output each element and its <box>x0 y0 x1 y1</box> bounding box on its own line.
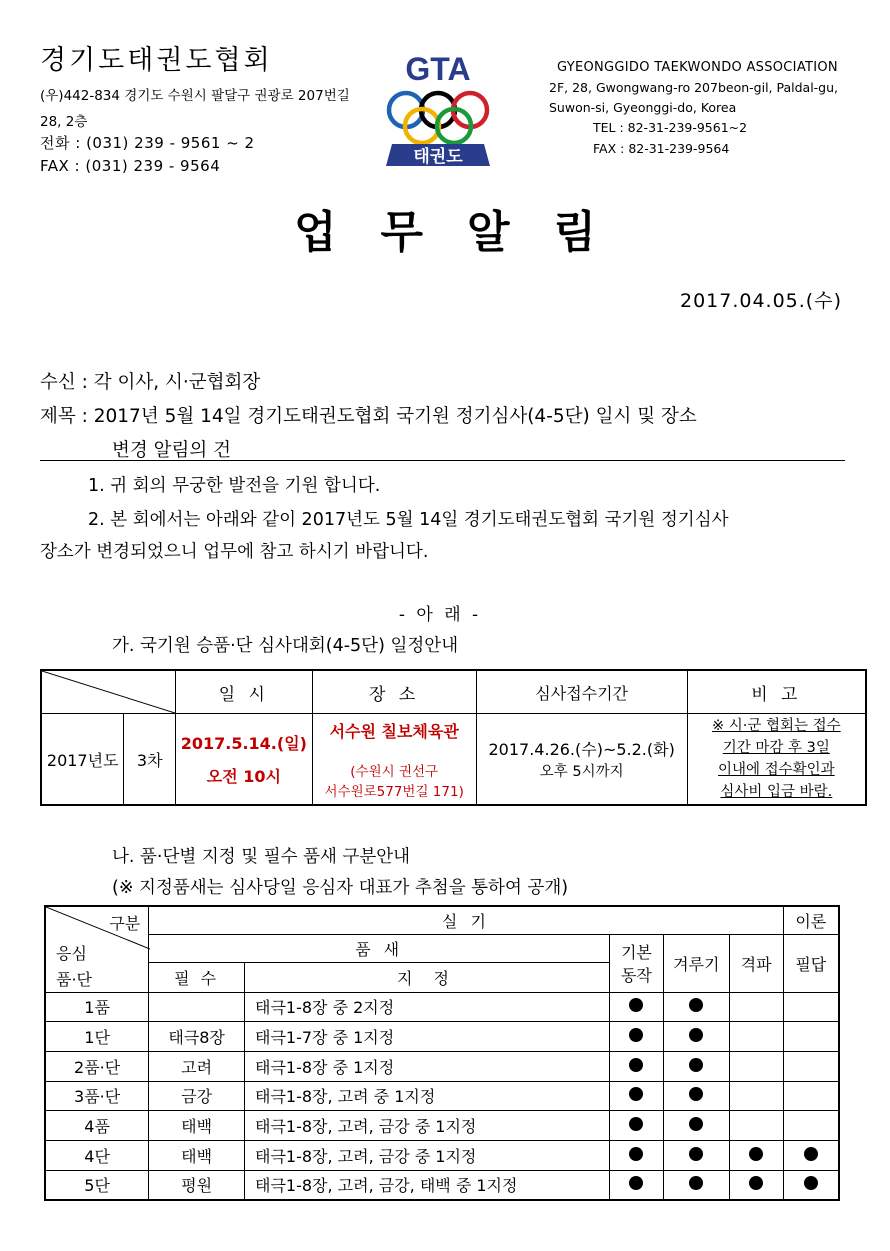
divider <box>40 460 845 461</box>
basic-cell <box>609 1140 663 1170</box>
subject-line1: 제목 : 2017년 5월 14일 경기도태권도협회 국기원 정기심사(4-5단) 일시 및 장소 <box>40 406 697 427</box>
cell-year: 2017년도 <box>41 714 124 806</box>
cell-note <box>687 714 866 806</box>
basic-line1: 기본 <box>620 943 652 962</box>
breaking-cell <box>729 1111 783 1141</box>
address-en-line1: 2F, 28, Gwongwang-ro 207beon-gil, Paldal-gu, <box>549 80 839 95</box>
corner-cell <box>45 906 149 992</box>
written-cell <box>783 1081 839 1111</box>
basic-cell <box>609 1081 663 1111</box>
sparring-cell <box>663 1051 729 1081</box>
required-cell: 태백 <box>149 1140 245 1170</box>
venue-addr1: (수원시 권선구 <box>350 763 439 780</box>
designated-cell: 태극1-7장 중 1지정 <box>245 1022 610 1052</box>
org-name-ko: 경기도태권도협회 <box>40 45 273 76</box>
designated-cell: 태극1-8장, 고려, 금강 중 1지정 <box>245 1140 610 1170</box>
written-cell <box>783 1170 839 1200</box>
written-cell <box>783 1111 839 1141</box>
written-cell <box>783 992 839 1022</box>
filled-dot-icon <box>749 1147 763 1161</box>
breaking-cell <box>729 1140 783 1170</box>
cell-date <box>176 714 313 806</box>
grade-cell: 4품 <box>45 1111 149 1141</box>
header-venue: 장 소 <box>312 670 476 714</box>
designated-cell: 태극1-8장, 고려, 금강 중 1지정 <box>245 1111 610 1141</box>
basic-line2: 동작 <box>620 966 652 985</box>
period-line1: 2017.4.26.(수)~5.2.(화) <box>488 740 675 759</box>
breaking-cell <box>729 1051 783 1081</box>
table-row <box>45 1022 839 1052</box>
sparring-cell <box>663 992 729 1022</box>
filled-dot-icon <box>629 1117 643 1131</box>
required-cell: 고려 <box>149 1051 245 1081</box>
basic-cell <box>609 1022 663 1052</box>
sparring-cell <box>663 1022 729 1052</box>
written-cell <box>783 1022 839 1052</box>
section-b-note: (※ 지정품새는 심사당일 응심자 대표가 추첨을 통하여 공개) <box>112 878 569 898</box>
cell-round: 3차 <box>124 714 176 806</box>
recipients: 수신 : 각 이사, 시·군협회장 <box>40 372 261 393</box>
filled-dot-icon <box>749 1176 763 1190</box>
filled-dot-icon <box>804 1176 818 1190</box>
subject-line2: 변경 알림의 건 <box>112 440 231 461</box>
section-a-heading: 가. 국기원 승품·단 심사대회(4-5단) 일정안내 <box>112 636 459 656</box>
filled-dot-icon <box>629 1058 643 1072</box>
schedule-table <box>40 669 867 806</box>
tel-ko: 전화 : (031) 239 - 9561 ~ 2 <box>40 134 255 152</box>
basic-cell <box>609 1111 663 1141</box>
poomsae-table-body <box>45 992 839 1200</box>
filled-dot-icon <box>689 1058 703 1072</box>
required-cell: 태극8장 <box>149 1022 245 1052</box>
sparring-cell <box>663 1140 729 1170</box>
header-required: 필 수 <box>149 962 245 992</box>
logo-text: GTA <box>405 51 471 87</box>
required-cell: 태백 <box>149 1111 245 1141</box>
note-line2: 기간 마감 후 3일 <box>722 740 830 756</box>
logo-badge: 태권도 <box>413 147 463 167</box>
filled-dot-icon <box>629 1176 643 1190</box>
sparring-cell <box>663 1111 729 1141</box>
corner-top: 구분 <box>109 914 141 933</box>
required-cell: 평원 <box>149 1170 245 1200</box>
header-theory: 이론 <box>783 906 839 934</box>
breaking-cell <box>729 1170 783 1200</box>
basic-cell <box>609 992 663 1022</box>
poomsae-table <box>44 905 840 1201</box>
diagonal-line <box>42 671 175 713</box>
grade-cell: 4단 <box>45 1140 149 1170</box>
table-row <box>45 992 839 1022</box>
grade-cell: 1단 <box>45 1022 149 1052</box>
table-row <box>45 1111 839 1141</box>
cell-period <box>476 714 687 806</box>
address-ko-line2: 28, 2층 <box>40 114 88 130</box>
note-line3: 이내에 접수확인과 <box>718 762 835 778</box>
required-cell <box>149 992 245 1022</box>
grade-cell: 5단 <box>45 1170 149 1200</box>
document-title: 업무알림 <box>293 207 640 258</box>
table-row <box>45 1081 839 1111</box>
venue-addr2: 서수원로577번길 171) <box>324 783 464 800</box>
breaking-cell <box>729 1081 783 1111</box>
filled-dot-icon <box>629 998 643 1012</box>
grade-cell: 2품·단 <box>45 1051 149 1081</box>
filled-dot-icon <box>689 1087 703 1101</box>
designated-cell: 태극1-8장, 고려 중 1지정 <box>245 1081 610 1111</box>
corner-bottom2: 품·단 <box>56 970 92 989</box>
basic-cell <box>609 1170 663 1200</box>
filled-dot-icon <box>689 1028 703 1042</box>
header-practical: 실 기 <box>149 906 783 934</box>
date-line2: 오전 10시 <box>206 767 281 786</box>
header-basic <box>609 934 663 992</box>
paragraph-1: 1. 귀 회의 무궁한 발전을 기원 합니다. <box>88 476 381 496</box>
venue-name: 서수원 칠보체육관 <box>329 721 459 741</box>
table-row <box>45 1140 839 1170</box>
filled-dot-icon <box>689 1176 703 1190</box>
table-row <box>45 1170 839 1200</box>
corner-bottom1: 응심 <box>56 944 87 963</box>
filled-dot-icon <box>629 1147 643 1161</box>
period-line2: 오후 5시까지 <box>539 764 624 780</box>
grade-cell: 3품·단 <box>45 1081 149 1111</box>
header-written: 필답 <box>783 934 839 992</box>
breaking-cell <box>729 1022 783 1052</box>
sparring-cell <box>663 1081 729 1111</box>
written-cell <box>783 1051 839 1081</box>
paragraph-2-line1: 2. 본 회에서는 아래와 같이 2017년도 5월 14일 경기도태권도협회 국기원 정기심사 <box>88 510 729 530</box>
date-line1: 2017.5.14.(일) <box>180 734 307 753</box>
breaking-cell <box>729 992 783 1022</box>
header-breaking: 격파 <box>729 934 783 992</box>
filled-dot-icon <box>689 1147 703 1161</box>
diagonal-corner-cell <box>41 670 176 714</box>
below-heading: - 아 래 - <box>398 605 482 625</box>
header-designated: 지 정 <box>245 962 610 992</box>
header-note: 비 고 <box>687 670 866 714</box>
filled-dot-icon <box>689 1117 703 1131</box>
header-period: 심사접수기간 <box>476 670 687 714</box>
grade-cell: 1품 <box>45 992 149 1022</box>
address-ko-line1: (우)442-834 경기도 수원시 팔달구 권광로 207번길 <box>40 88 350 104</box>
section-b-heading: 나. 품·단별 지정 및 필수 품새 구분안내 <box>112 847 411 867</box>
required-cell: 금강 <box>149 1081 245 1111</box>
written-cell <box>783 1140 839 1170</box>
designated-cell: 태극1-8장 중 2지정 <box>245 992 610 1022</box>
cell-venue <box>312 714 476 806</box>
filled-dot-icon <box>629 1087 643 1101</box>
tel-en: TEL : 82-31-239-9561~2 <box>593 120 748 135</box>
note-line4: 심사비 입금 바람. <box>720 784 833 800</box>
gta-logo <box>378 30 498 170</box>
filled-dot-icon <box>804 1147 818 1161</box>
basic-cell <box>609 1051 663 1081</box>
table-row <box>45 1051 839 1081</box>
fax-ko: FAX : (031) 239 - 9564 <box>40 157 221 175</box>
header-sparring: 겨루기 <box>663 934 729 992</box>
header-datetime: 일 시 <box>176 670 313 714</box>
designated-cell: 태극1-8장 중 1지정 <box>245 1051 610 1081</box>
document-date: 2017.04.05.(수) <box>679 290 842 312</box>
sparring-cell <box>663 1170 729 1200</box>
designated-cell: 태극1-8장, 고려, 금강, 태백 중 1지정 <box>245 1170 610 1200</box>
header-poomsae: 품 새 <box>149 934 610 962</box>
filled-dot-icon <box>689 998 703 1012</box>
address-en-line2: Suwon-si, Gyeonggi-do, Korea <box>549 100 737 115</box>
note-line1: ※ 시·군 협회는 접수 <box>712 718 841 734</box>
fax-en: FAX : 82-31-239-9564 <box>593 141 730 156</box>
paragraph-2-line2: 장소가 변경되었으니 업무에 참고 하시기 바랍니다. <box>40 542 429 562</box>
filled-dot-icon <box>629 1028 643 1042</box>
org-name-en: GYEONGGIDO TAEKWONDO ASSOCIATION <box>557 60 838 75</box>
